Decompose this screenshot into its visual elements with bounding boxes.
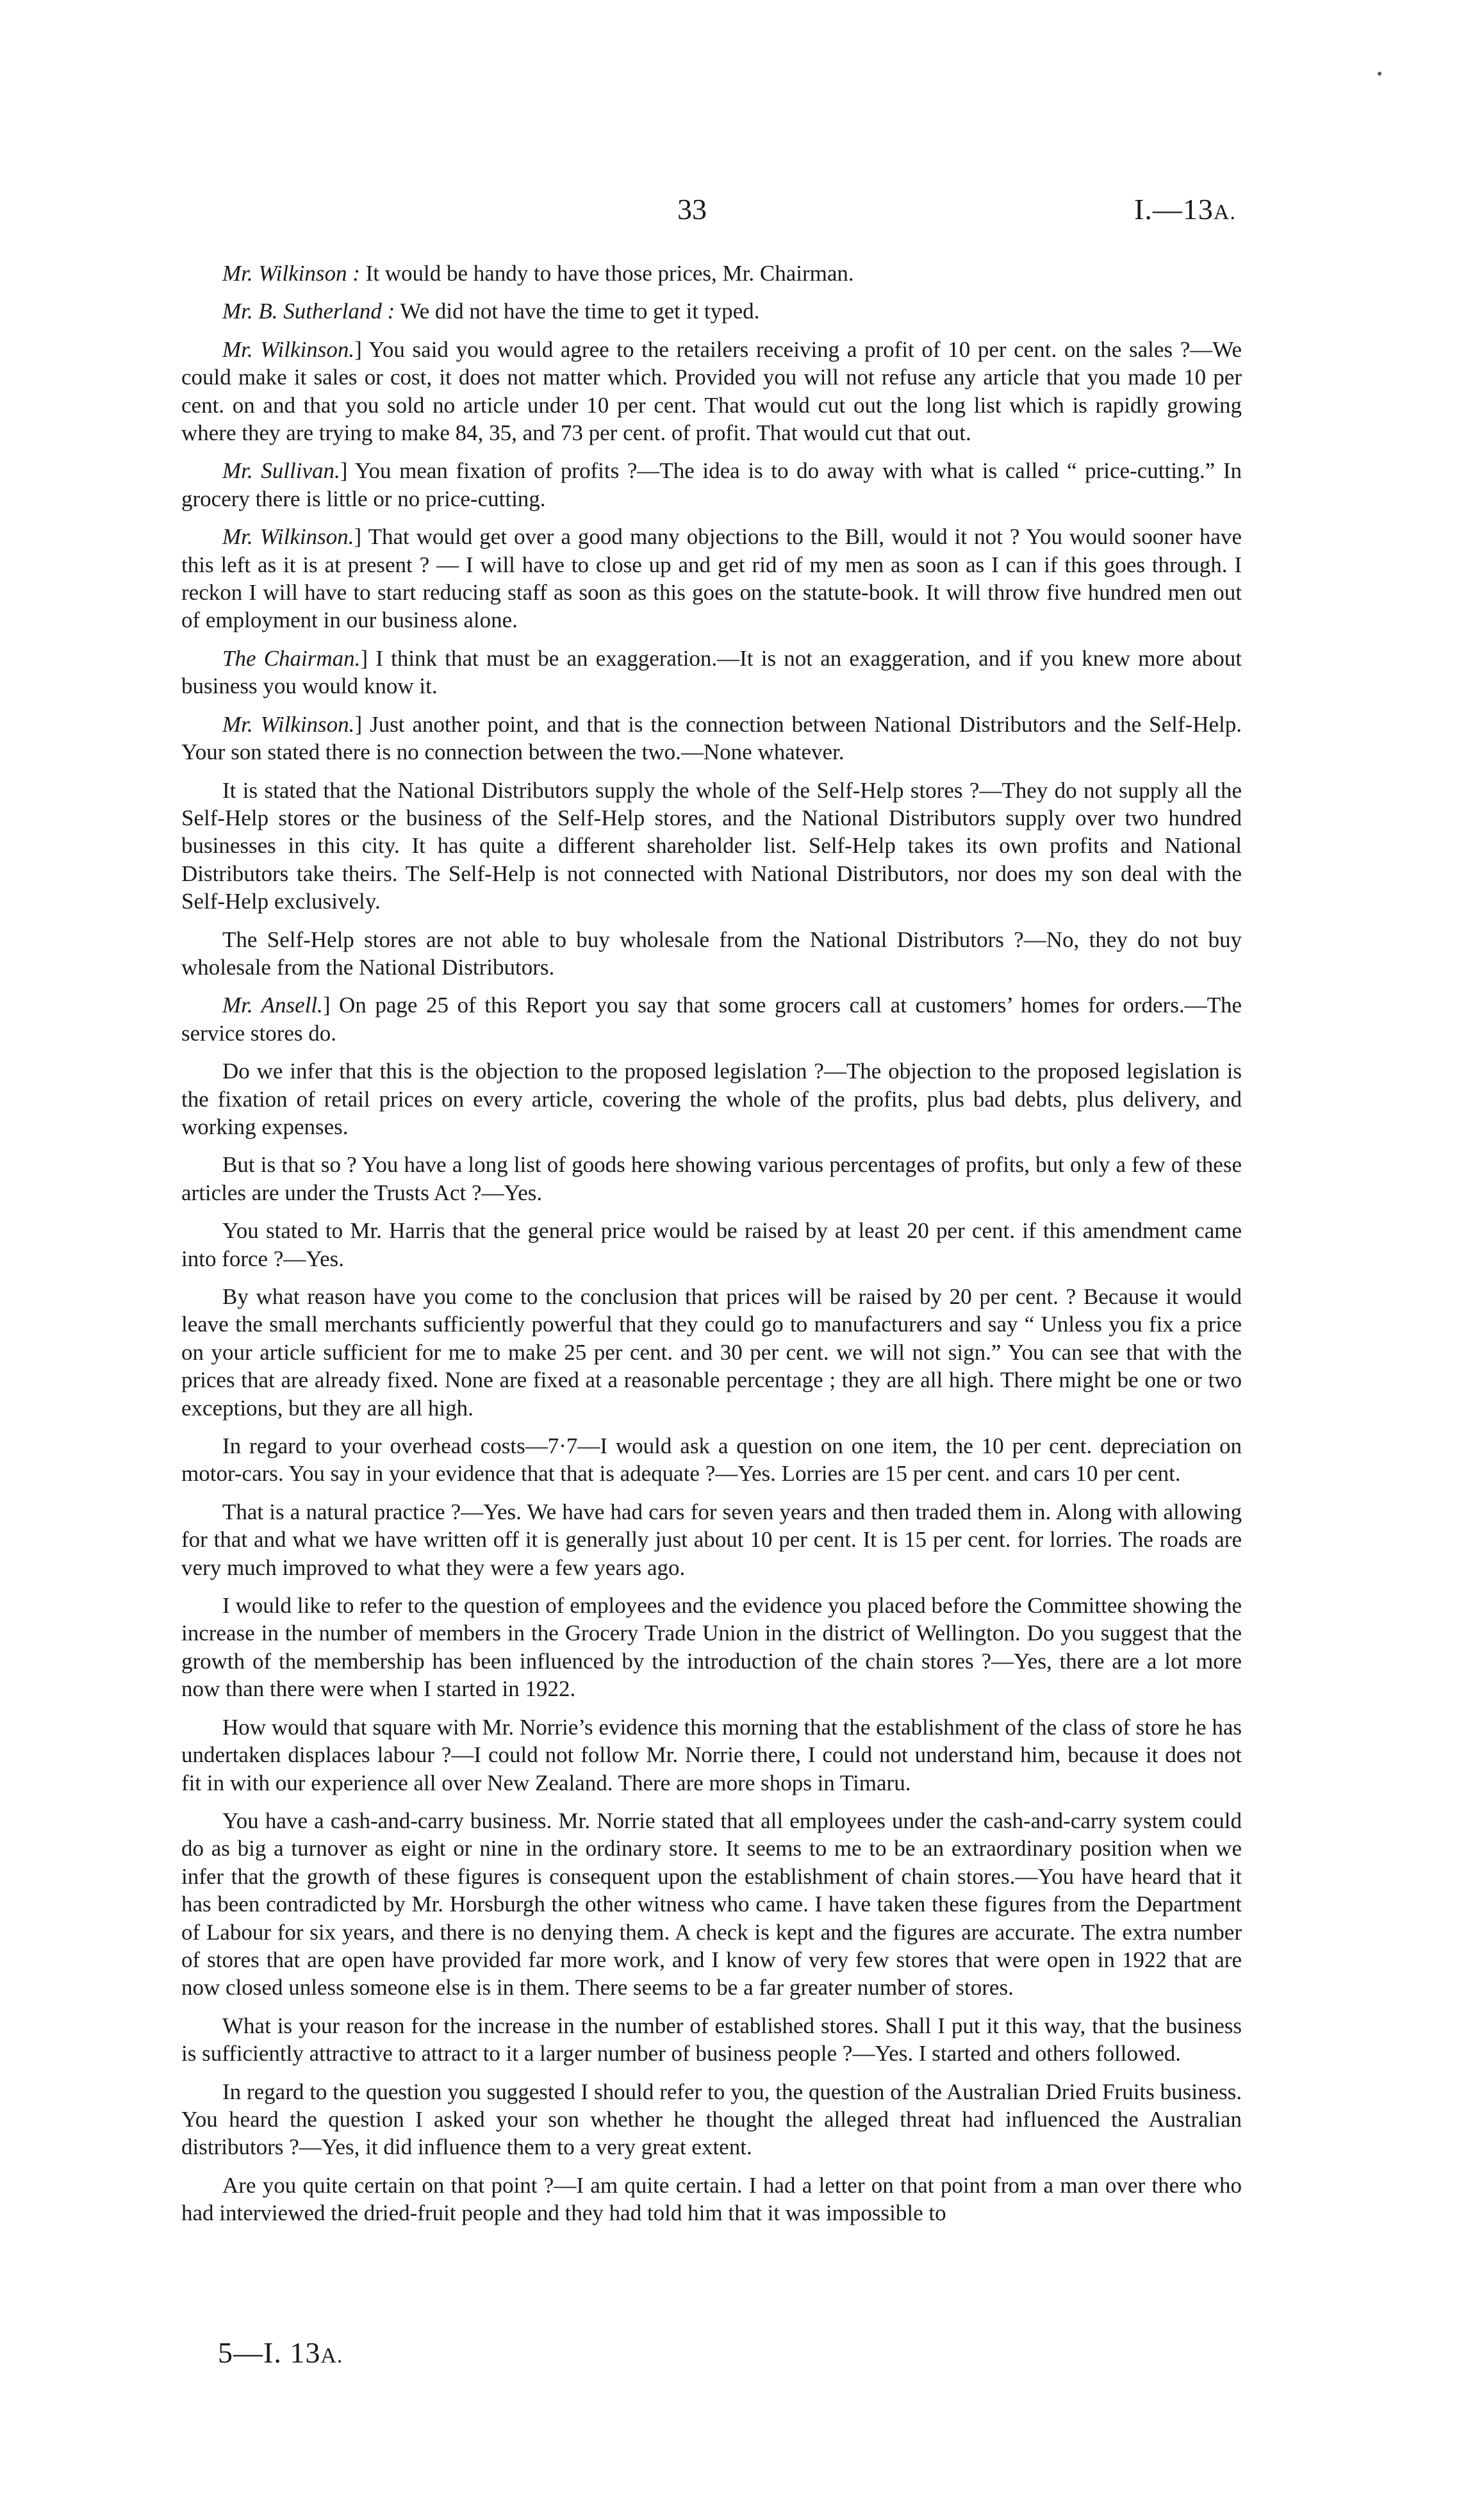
speaker-name: The Chairman. [222, 645, 361, 671]
speaker-name: Mr. Wilkinson. [222, 336, 355, 362]
paragraph-text: I would like to refer to the question of employees and the evidence you placed before the Committee showing the increase in the number of members in the Grocery Trade Union in the district of Wellington. Do you suggest that the growth of the membership has been influenced by the introduction of the chain stores ?—Yes, there are a lot more now than there were when I started in 1922. [181, 1593, 1242, 1702]
speaker-name: Mr. Sullivan. [222, 458, 340, 484]
transcript-paragraph [181, 645, 1242, 700]
transcript-paragraph [181, 1713, 1242, 1797]
paragraph-text: ] You mean fixation of profits ?—The idea is to do away with what is called “ price-cutting.” In grocery there is little or no price-cutting. [181, 458, 1242, 511]
paragraph-text: You stated to Mr. Harris that the general price would be raised by at least 20 per cent. if this amendment came into force ?—Yes. [181, 1218, 1242, 1271]
paragraph-text: We did not have the time to get it typed. [395, 299, 760, 324]
footer-reference-suffix: A. [320, 2344, 343, 2368]
paragraph-text: In regard to your overhead costs—7·7—I would ask a question on one item, the 10 per cent. depreciation on motor-cars. You say in your evidence that that is adequate ?—Yes. Lorries are 15 per cent. and cars 10 per cent. [181, 1433, 1242, 1487]
transcript-paragraph [181, 457, 1242, 513]
paragraph-text: It would be handy to have those prices, Mr. Chairman. [359, 261, 854, 286]
speaker-name: Mr. Wilkinson. [222, 711, 355, 737]
paragraph-text: That is a natural practice ?—Yes. We have had cars for seven years and then traded them in. Along with allowing for that and what we have written off it is generally just about 10 per cent. It is 15 per cent. for lorries. The roads are very much improved to what they were a few years ago. [181, 1499, 1242, 1580]
transcript-paragraph [181, 260, 1242, 287]
transcript-paragraph [181, 2172, 1242, 2227]
transcript-paragraph [181, 336, 1242, 447]
transcript-paragraph [181, 777, 1242, 916]
transcript-paragraph [181, 523, 1242, 634]
transcript-paragraph [181, 1807, 1242, 2002]
paragraph-text: In regard to the question you suggested I should refer to you, the question of the Australian Dried Fruits business. You heard the question I asked your son whether he thought the alleged threat had influenced the Australian distributors ?—Yes, it did influence them to a very great extent. [181, 2079, 1242, 2160]
paragraph-text: It is stated that the National Distributors supply the whole of the Self-Help stores ?—They do not supply all the Self-Help stores or the business of the Self-Help stores, and the National Distributors supply over two hundred businesses in this city. It has quite a different shareholder list. Self-Help takes its own profits and National Distributors take theirs. The Self-Help is not connected with National Distributors, nor does my son deal with the Self-Help exclusively. [181, 777, 1242, 914]
transcript-body [181, 260, 1242, 2238]
paragraph-text: By what reason have you come to the conclusion that prices will be raised by 20 per cent. ? Because it would leave the small merchants sufficiently powerful that they could go to manufacturers and say “ Unless you fix a price on your article sufficient for me to make 25 per cent. and 30 per cent. we will not sign.” You can see that with the prices that are already fixed. None are fixed at a reasonable percentage ; they are all high. There might be one or two exceptions, but they are all high. [181, 1284, 1242, 1421]
paragraph-text: ] You said you would agree to the retailers receiving a profit of 10 per cent. on the sales ?—We could make it sales or cost, it does not matter which. Provided you will not refuse any article that you made 10 per cent. on and that you sold no article under 10 per cent. That would cut out the long list which is rapidly growing where they are trying to make 84, 35, and 73 per cent. of profit. That would cut that out. [181, 336, 1242, 446]
transcript-paragraph [181, 711, 1242, 766]
speaker-name: Mr. Wilkinson. [222, 524, 354, 550]
transcript-paragraph [181, 1498, 1242, 1581]
paragraph-text: How would that square with Mr. Norrie’s evidence this morning that the establishment of the class of store he has undertaken displaces labour ?—I could not follow Mr. Norrie there, I could not understand him, because it does not fit in with our experience all over New Zealand. There are more shops in Timaru. [181, 1714, 1242, 1795]
paragraph-text: What is your reason for the increase in the number of established stores. Shall I put it this way, that the business is sufficiently attractive to attract to it a larger number of business people ?—Yes. I started and others followed. [181, 2013, 1242, 2066]
transcript-paragraph [181, 1592, 1242, 1703]
page-number: 33 [677, 193, 707, 226]
transcript-paragraph [181, 1432, 1242, 1488]
paragraph-text: But is that so ? You have a long list of goods here showing various percentages of profits, but only a few of these articles are under the Trusts Act ?—Yes. [181, 1152, 1242, 1205]
paragraph-text: Do we infer that this is the objection to the proposed legislation ?—The objection to the proposed legislation is the fixation of retail prices on every article, covering the whole of the profits, plus bad debts, plus delivery, and working expenses. [181, 1059, 1242, 1139]
document-reference [1134, 192, 1236, 226]
transcript-paragraph [181, 991, 1242, 1047]
speaker-name: Mr. B. Sutherland : [222, 299, 395, 324]
transcript-paragraph [181, 1151, 1242, 1207]
document-reference-main: I.—13 [1134, 193, 1214, 226]
speaker-name: Mr. Ansell. [222, 993, 323, 1018]
transcript-paragraph [181, 1057, 1242, 1141]
transcript-paragraph [181, 2012, 1242, 2068]
paragraph-text: ] Just another point, and that is the connection between National Distributors and the Self-Help. Your son stated there is no connection between the two.—None whatever. [181, 711, 1242, 765]
scan-speck [1378, 72, 1381, 76]
transcript-paragraph [181, 926, 1242, 982]
paragraph-text: Are you quite certain on that point ?—I am quite certain. I had a letter on that point from a man over there who had interviewed the dried-fruit people and they had told him that it was impossible to [181, 2172, 1242, 2226]
paragraph-text: You have a cash-and-carry business. Mr. Norrie stated that all employees under the cash-and-carry system could do as big a turnover as eight or nine in the ordinary store. It seems to me to be an extraordinary position when we infer that the growth of these figures is consequent upon the establishment of chain stores.—You have heard that it has been contradicted by Mr. Horsburgh the other witness who came. I have taken these figures from the Department of Labour for six years, and there is no denying them. A check is kept and the figures are accurate. The extra number of stores that are open have provided far more work, and I know of very few stores that were open in 1922 that are now closed unless someone else is in them. There seems to be a far greater number of stores. [181, 1808, 1242, 2000]
transcript-paragraph [181, 2078, 1242, 2161]
paragraph-text: ] I think that must be an exaggeration.—It is not an exaggeration, and if you knew more about business you would know it. [181, 645, 1242, 699]
speaker-name: Mr. Wilkinson : [222, 261, 360, 286]
transcript-paragraph [181, 1283, 1242, 1422]
transcript-paragraph [181, 1217, 1242, 1273]
transcript-paragraph [181, 297, 1242, 325]
footer-reference-main: 5—I. 13 [218, 2336, 321, 2369]
paragraph-text: ] On page 25 of this Report you say that some grocers call at customers’ homes for orders.—The service stores do. [181, 993, 1242, 1046]
paragraph-text: ] That would get over a good many objections to the Bill, would it not ? You would sooner have this left as it is at present ? — I will have to close up and get rid of my men as soon as I can if this goes through. I reckon I will have to start reducing staff as soon as this goes on the statute-book. It will throw five hundred men out of employment in our business alone. [181, 524, 1242, 633]
footer-reference [218, 2336, 343, 2370]
document-reference-suffix: A. [1213, 201, 1236, 224]
paragraph-text: The Self-Help stores are not able to buy wholesale from the National Distributors ?—No, they do not buy wholesale from the National Distributors. [181, 927, 1242, 980]
